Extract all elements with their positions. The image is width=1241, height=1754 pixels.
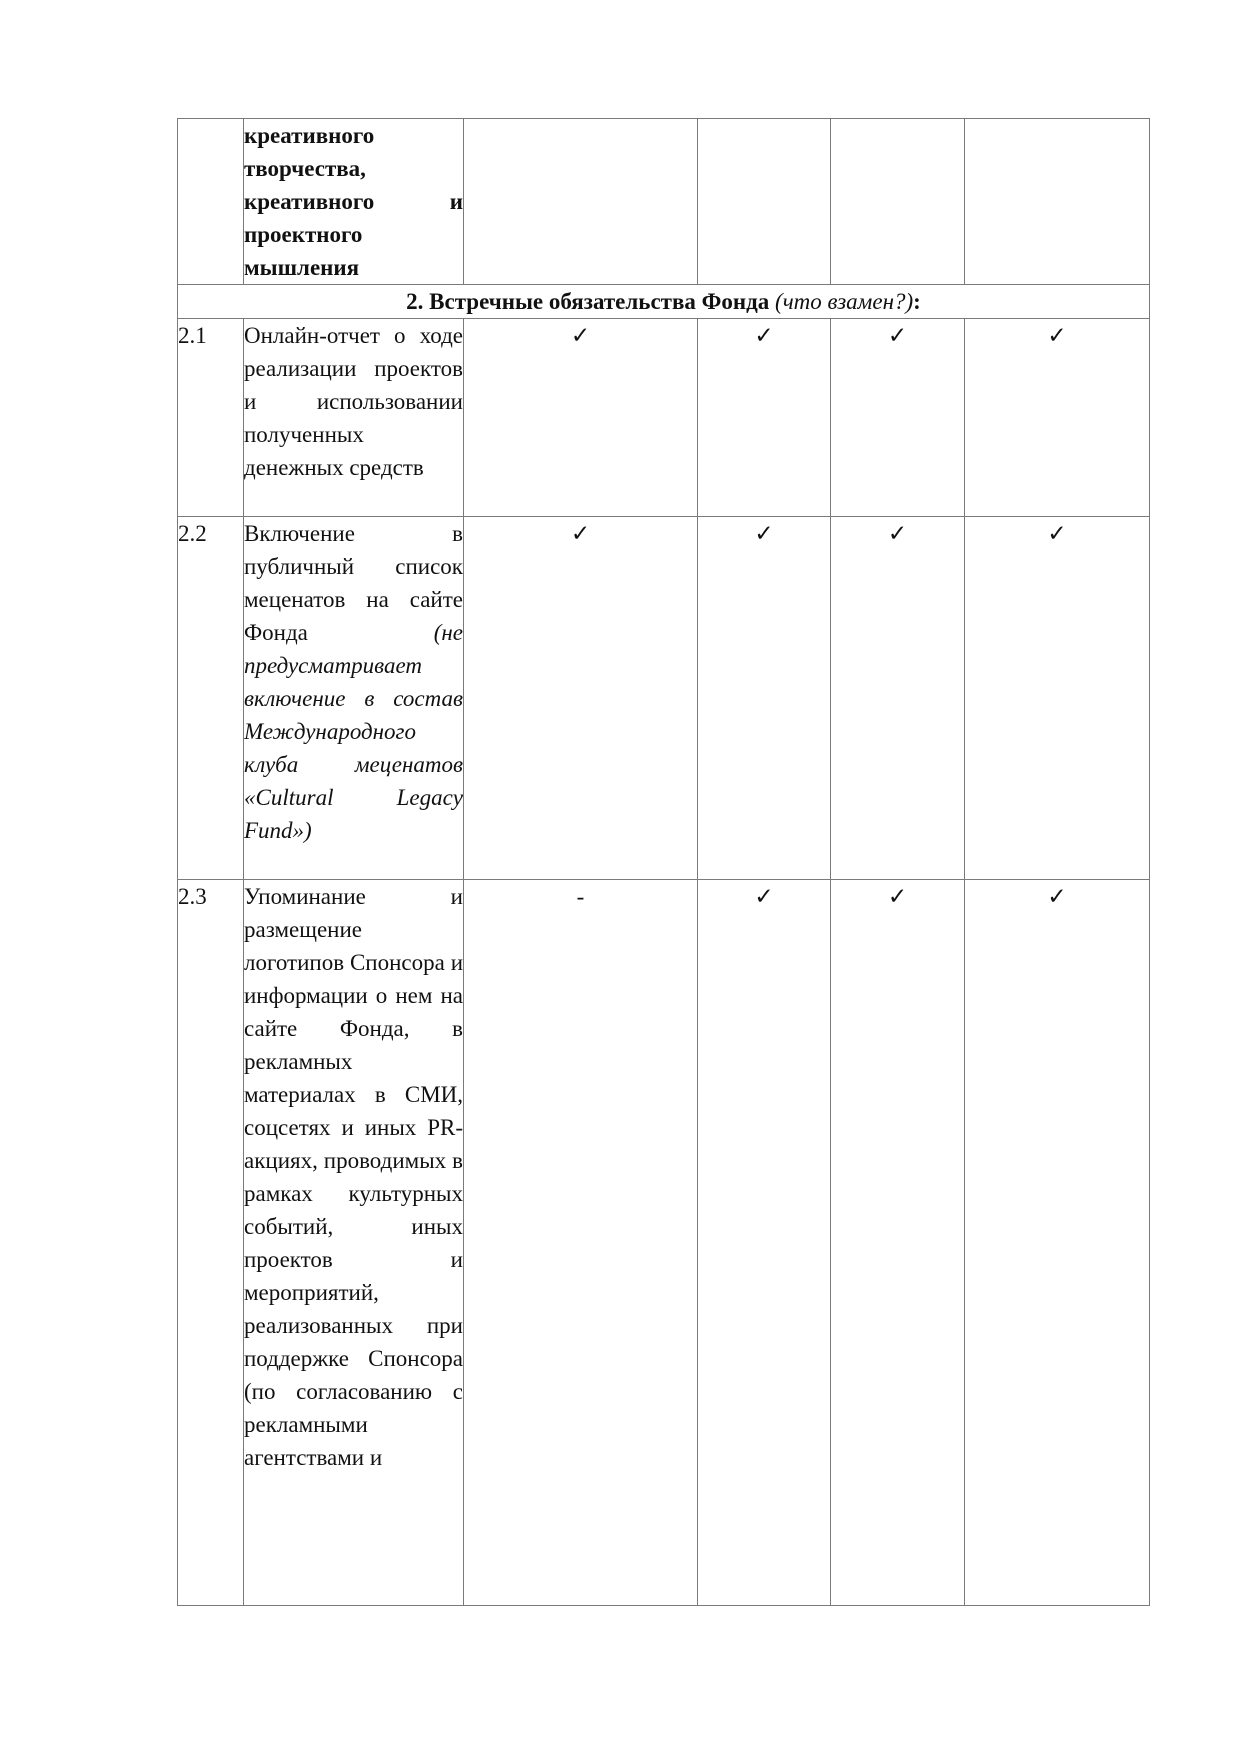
check-mark-icon: ✓ <box>1047 323 1067 348</box>
row-description-cell <box>244 119 464 285</box>
row-number: 2.3 <box>178 880 244 1606</box>
check-mark-cell <box>698 517 831 880</box>
check-mark-cell <box>831 880 965 1606</box>
check-mark-cell <box>464 517 698 880</box>
check-mark-icon: ✓ <box>570 521 591 546</box>
mark-cell <box>965 119 1150 285</box>
check-mark-cell <box>965 880 1150 1606</box>
row-description-text: Включение в публичный список меценатов на сайте Фонда <box>244 521 463 645</box>
table-row <box>178 517 1150 880</box>
row-description-text: Упоминание и размещение логотипов Спонсора и информации о нем на сайте Фонда, в рекламных материалах в СМИ, соцсетях и иных PR-акциях, проводимых в рамках культурных событий, иных проектов и мероприятий, реализованных при поддержке Спонсора (по согласованию с рекламными агентствами и <box>244 884 463 1470</box>
check-mark-cell <box>698 880 831 1606</box>
check-mark-icon: ✓ <box>754 521 774 546</box>
check-mark-icon: ✓ <box>754 323 774 348</box>
check-mark-cell <box>965 517 1150 880</box>
check-mark-icon: ✓ <box>1047 884 1067 909</box>
check-mark-cell <box>831 517 965 880</box>
check-mark-icon: ✓ <box>887 884 908 909</box>
row-number-cell <box>178 119 244 285</box>
row-number: 2.1 <box>178 319 244 517</box>
check-mark-cell <box>698 319 831 517</box>
dash-mark-cell <box>464 880 698 1606</box>
table-row-continuation <box>178 119 1150 285</box>
check-mark-cell <box>464 319 698 517</box>
continuation-description: креативного творчества, креативного и проектного мышления <box>244 123 463 280</box>
row-description-note: (не предусматривает включение в состав Международного клуба меценатов «Cultural Legacy Fund») <box>244 620 463 843</box>
table-row <box>178 880 1150 1606</box>
row-description <box>244 319 464 517</box>
row-description <box>244 880 464 1606</box>
section-header-note: (что взамен?) <box>775 289 914 314</box>
section-header-row <box>178 285 1150 319</box>
check-mark-icon: ✓ <box>754 884 774 909</box>
row-description-text: Онлайн-отчет о ходе реализации проектов и использовании полученных денежных средств <box>244 323 463 480</box>
dash-icon: - <box>576 884 585 909</box>
section-header-colon: : <box>913 289 921 314</box>
check-mark-icon: ✓ <box>570 323 591 348</box>
table-row <box>178 319 1150 517</box>
section-header <box>178 285 1150 319</box>
row-number: 2.2 <box>178 517 244 880</box>
mark-cell <box>698 119 831 285</box>
check-mark-cell <box>831 319 965 517</box>
section-header-title: 2. Встречные обязательства Фонда <box>406 289 770 314</box>
commitments-table <box>177 118 1150 1606</box>
check-mark-icon: ✓ <box>887 521 908 546</box>
check-mark-icon: ✓ <box>887 323 908 348</box>
mark-cell <box>464 119 698 285</box>
row-description <box>244 517 464 880</box>
mark-cell <box>831 119 965 285</box>
check-mark-icon: ✓ <box>1047 521 1067 546</box>
check-mark-cell <box>965 319 1150 517</box>
